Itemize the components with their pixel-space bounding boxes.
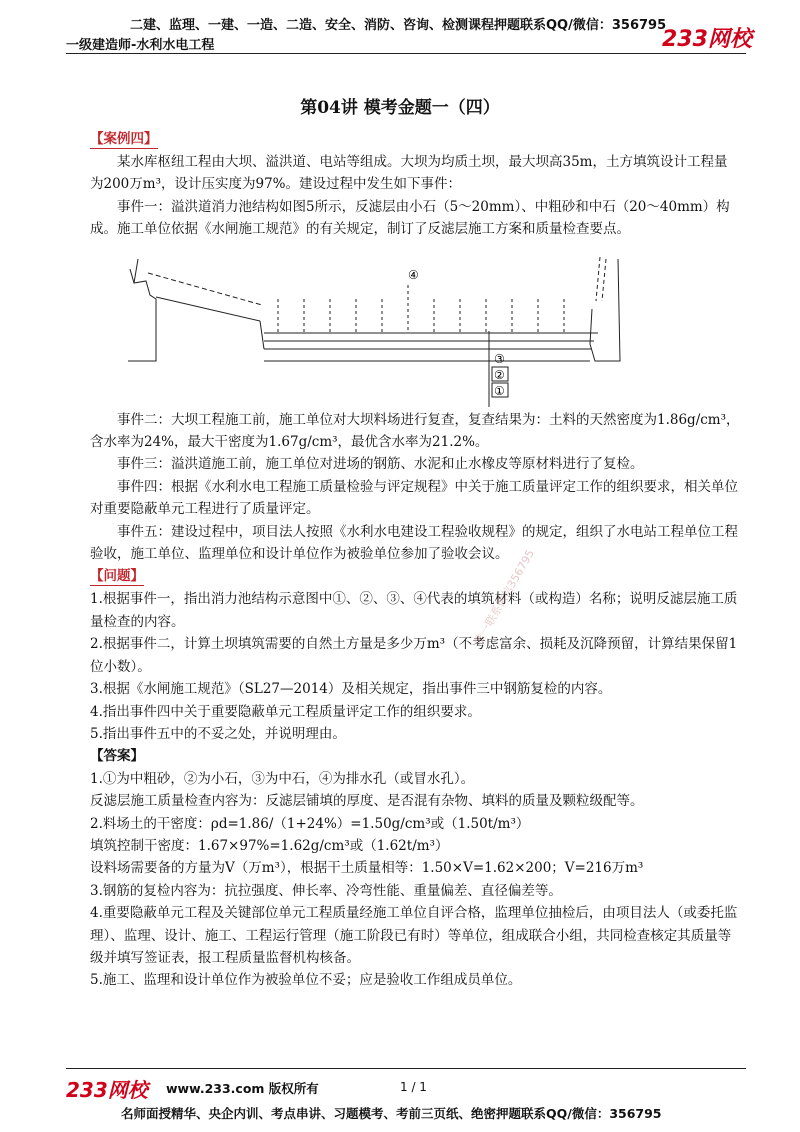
header-contact-line: 二建、监理、一建、一造、二造、安全、消防、咨询、检测课程押题联系QQ/微信：356795 <box>130 18 667 33</box>
event-three: 事件三：溢洪道施工前，施工单位对进场的钢筋、水泥和止水橡皮等原材料进行了复检。 <box>117 456 644 473</box>
logo-233: 233网校 <box>662 27 752 52</box>
footer-logo: 233网校 <box>66 1078 148 1102</box>
answer-heading: 【答案】 <box>90 748 144 765</box>
diagram-label-4: ④ <box>408 267 419 282</box>
footer-rule <box>66 1068 746 1069</box>
stilling-basin-diagram <box>120 249 630 407</box>
watermark: 唯一联系微信356795 <box>471 547 537 648</box>
diagram-label-1: ① <box>494 383 505 398</box>
diagram-label-3: ③ <box>494 351 505 366</box>
answer-2-line2: 填筑控制干密度：1.67×97%=1.62g/cm³或（1.62t/m³） <box>90 837 449 854</box>
answer-5: 5.施工、监理和设计单位作为被验单位不妥；应是验收工作组成员单位。 <box>90 972 522 989</box>
footer-site[interactable]: www.233.com 版权所有 <box>166 1081 319 1096</box>
event-four: 事件四：根据《水利水电工程施工质量检验与评定规程》中关于施工质量评定工作的组织要求，相关单位对重要隐蔽单元工程进行了质量评定。 <box>90 478 738 518</box>
question-1: 1.根据事件一，指出消力池结构示意图中①、②、③、④代表的填筑材料（或构造）名称；说明反滤层施工质量检查的内容。 <box>90 591 738 630</box>
page-title: 第04讲 模考金题一（四） <box>300 98 500 118</box>
footer-contact-line: 名师面授精华、央企内训、考点串讲、习题模考、考前三页纸、绝密押题联系QQ/微信：356795 <box>121 1106 662 1121</box>
question-3: 3.根据《水闸施工规范》（SL27—2014）及相关规定，指出事件三中钢筋复检的内容。 <box>90 681 612 698</box>
header-subject: 一级建造师-水利水电工程 <box>66 38 215 53</box>
case-heading: 【案例四】 <box>90 131 158 147</box>
question-5: 5.指出事件五中的不妥之处，并说明理由。 <box>90 725 346 742</box>
document-body <box>90 128 740 992</box>
event-five: 事件五：建设过程中，项目法人按照《水利水电建设工程验收规程》的规定，组织了水电站工程单位工程验收，施工单位、监理单位和设计单位作为被验单位参加了验收会议。 <box>90 523 738 563</box>
event-one: 事件一：溢洪道消力池结构如图5所示，反滤层由小石（5～20mm）、中粗砂和中石（20～40mm）构成。施工单位依据《水闸施工规范》的有关规定，制订了反滤层施工方案和质量检查要点。 <box>90 198 730 238</box>
header-rule <box>66 53 746 54</box>
answer-3: 3.钢筋的复检内容为：抗拉强度、伸长率、冷弯性能、重量偏差、直径偏差等。 <box>90 882 562 899</box>
answer-4: 4.重要隐蔽单元工程及关键部位单元工程质量经施工单位自评合格，监理单位抽检后，由项目法人（或委托监理）、监理、设计、施工、工程运行管理（施工阶段已有时）等单位，组成联合小组，共同检查核定其质量等级并填写签证表，报工程质量监督机构核备。 <box>90 905 738 966</box>
diagram-label-2: ② <box>494 367 505 382</box>
answer-1: 1.①为中粗砂，②为小石，③为中石，④为排水孔（或冒水孔）。 <box>90 770 475 787</box>
intro-paragraph: 某水库枢纽工程由大坝、溢洪道、电站等组成。大坝为均质土坝，最大坝高35m，土方填筑设计工程量为200万m³，设计压实度为97%。建设过程中发生如下事件： <box>90 154 728 193</box>
question-heading: 【问题】 <box>90 568 144 585</box>
question-2: 2.根据事件二，计算土坝填筑需要的自然土方量是多少万m³（不考虑富余、损耗及沉降预留，计算结果保留1位小数）。 <box>90 636 738 675</box>
event-two: 事件二：大坝工程施工前，施工单位对大坝料场进行复查，复查结果为：土料的天然密度为1.86g/cm³，含水率为24%，最大干密度为1.67g/cm³，最优含水率为21.2%。 <box>90 411 740 451</box>
answer-1-detail: 反滤层施工质量检查内容为：反滤层铺填的厚度、是否混有杂物、填料的质量及颗粒级配等。 <box>90 793 644 810</box>
answer-2: 2.料场土的干密度：ρd=1.86/（1+24%）=1.50g/cm³或（1.50t/m³） <box>90 815 530 832</box>
answer-2-line3: 设料场需要备的方量为V（万m³），根据干土质量相等：1.50×V=1.62×200；V=216万m³ <box>90 860 644 877</box>
page-number: 1 / 1 <box>400 1080 427 1094</box>
question-4: 4.指出事件四中关于重要隐蔽单元工程质量评定工作的组织要求。 <box>90 703 481 720</box>
